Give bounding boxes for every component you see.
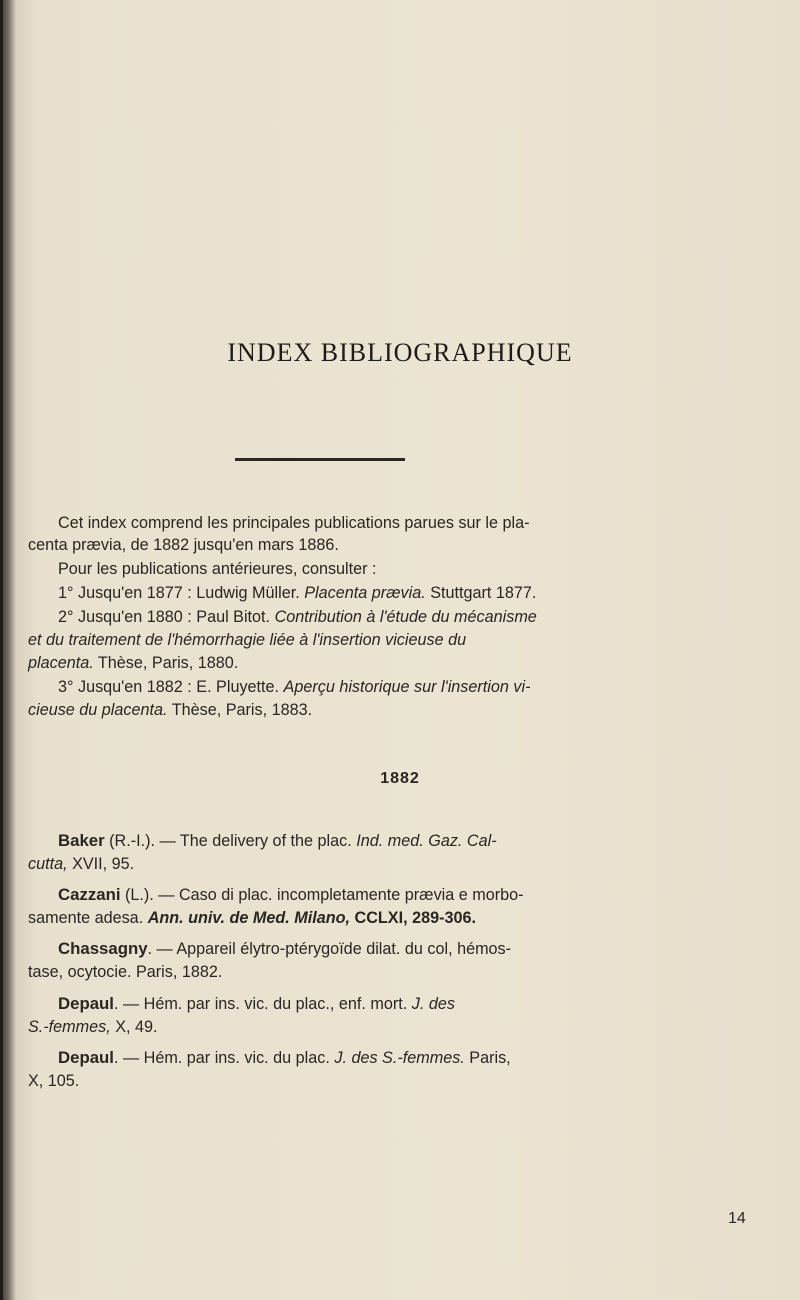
entry-1-text: (R.-I.). — The delivery of the plac. <box>104 832 357 850</box>
entry-4-line-2 <box>28 1016 788 1038</box>
entry-4-line-1 <box>28 993 800 1015</box>
entry-1-line-2 <box>28 853 788 875</box>
intro-line-3: Pour les publications antérieures, consulter : <box>58 560 377 578</box>
page-title: INDEX BIBLIOGRAPHIQUE <box>227 338 573 367</box>
ref-1 <box>28 582 800 604</box>
ref-1-title: Placenta prævia. <box>304 584 426 602</box>
ref-2-title-3: placenta. <box>28 654 94 672</box>
entry-5-line-2 <box>28 1070 788 1092</box>
ref-3-prefix: 3° Jusqu'en 1882 : E. Pluyette. <box>58 678 284 696</box>
entry-2-text: (L.). — Caso di plac. incompletamente prævia e morbo- <box>120 886 524 904</box>
entry-2-line-2 <box>28 907 788 929</box>
ref-2-line-2 <box>28 629 788 651</box>
page-number: 14 <box>728 1210 746 1227</box>
entry-3-line-2 <box>28 961 788 983</box>
ref-2-line-1 <box>28 606 800 628</box>
entry-4-volume: X, 49. <box>110 1018 158 1036</box>
ref-3-suffix: Thèse, Paris, 1883. <box>167 701 313 719</box>
title-rule <box>235 458 405 461</box>
entry-2-text-2: samente adesa. <box>28 909 148 927</box>
entry-4-text: . — Hém. par ins. vic. du plac., enf. mort. <box>113 995 412 1013</box>
ref-3-title-1: Aperçu historique sur l'insertion vi- <box>283 678 531 696</box>
binding-edge <box>0 0 3 1300</box>
entry-3-text: . — Appareil élytro-ptérygoïde dilat. du col, hémos- <box>147 940 512 958</box>
intro-line-1: Cet index comprend les principales publications parues sur le pla- <box>58 514 530 532</box>
ref-1-suffix: Stuttgart 1877. <box>425 584 537 602</box>
entry-3-text-2: tase, ocytocie. Paris, 1882. <box>28 963 223 981</box>
entry-1-source-2: cutta, <box>28 855 68 873</box>
entry-1-source: Ind. med. Gaz. Cal- <box>356 832 497 850</box>
entry-5-line-1 <box>28 1047 800 1069</box>
ref-2-prefix: 2° Jusqu'en 1880 : Paul Bitot. <box>58 608 275 626</box>
entry-4-author: Depaul <box>58 994 114 1013</box>
ref-2-suffix: Thèse, Paris, 1880. <box>93 654 239 672</box>
year-heading: 1882 <box>380 770 420 787</box>
entry-5-volume: X, 105. <box>28 1072 80 1090</box>
ref-3-line-2 <box>28 699 788 721</box>
entry-2-line-1 <box>28 884 800 906</box>
entry-3-line-1 <box>28 938 800 960</box>
entry-1-line-1 <box>28 830 800 852</box>
entry-2-author: Cazzani <box>58 885 121 904</box>
entry-5-text: . — Hém. par ins. vic. du plac. <box>113 1049 335 1067</box>
entry-1-author: Baker <box>58 831 105 850</box>
entry-1-volume: XVII, 95. <box>67 855 135 873</box>
ref-2-title-1: Contribution à l'étude du mécanisme <box>274 608 537 626</box>
intro-line-2: centa prævia, de 1882 jusqu'en mars 1886. <box>28 536 339 554</box>
entry-2-volume: CCLXI, 289-306. <box>350 909 477 927</box>
entry-3-author: Chassagny <box>58 939 148 958</box>
ref-2-title-2: et du traitement de l'hémorrhagie liée à l'insertion vicieuse du <box>28 631 467 649</box>
ref-2-line-3 <box>28 652 788 674</box>
ref-1-prefix: 1° Jusqu'en 1877 : Ludwig Müller. <box>58 584 305 602</box>
entry-2-source: Ann. univ. de Med. Milano, <box>147 909 351 927</box>
entry-4-source-2: S.-femmes, <box>28 1018 111 1036</box>
entry-5-place: Paris, <box>464 1049 511 1067</box>
ref-3-line-1 <box>28 676 800 698</box>
entry-5-author: Depaul <box>58 1048 114 1067</box>
entry-4-source: J. des <box>411 995 455 1013</box>
ref-3-title-2: cieuse du placenta. <box>28 701 168 719</box>
entry-5-source: J. des S.-femmes. <box>334 1049 465 1067</box>
